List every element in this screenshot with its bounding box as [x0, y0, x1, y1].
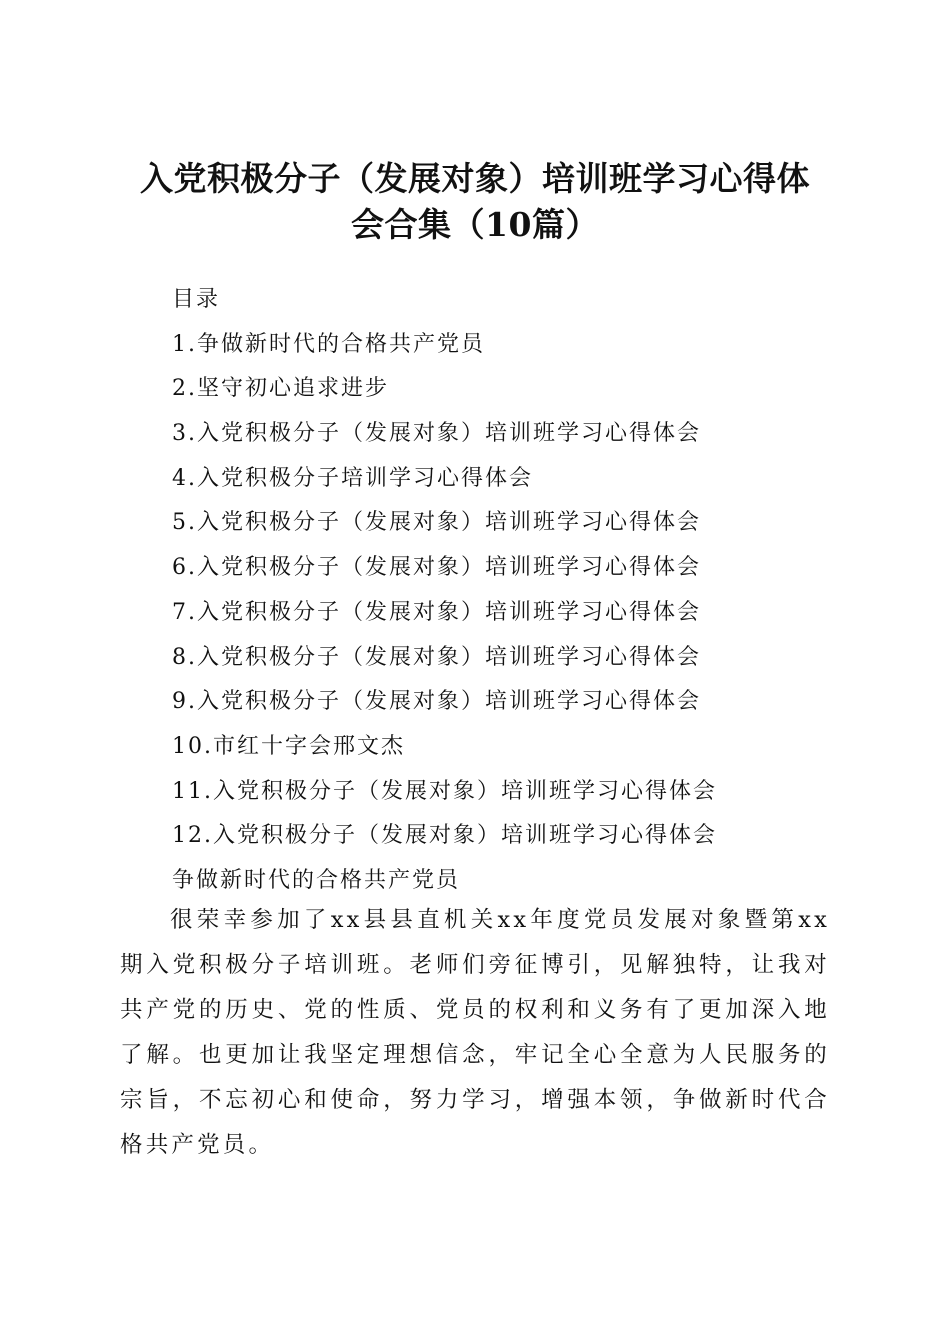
- toc-heading: 目录: [172, 287, 221, 312]
- toc-item-1: 1.争做新时代的合格共产党员: [172, 331, 485, 357]
- toc-item-9: 9.入党积极分子（发展对象）培训班学习心得体会: [172, 689, 701, 715]
- toc-item-5: 5.入党积极分子（发展对象）培训班学习心得体会: [172, 510, 701, 536]
- document-title: [100, 156, 850, 248]
- document-title-line-2: 会合集（10篇）: [351, 205, 599, 245]
- toc-item-3: 3.入党积极分子（发展对象）培训班学习心得体会: [172, 421, 701, 447]
- toc-item-11: 11.入党积极分子（发展对象）培训班学习心得体会: [172, 778, 717, 804]
- toc-item-2: 2.坚守初心追求进步: [172, 376, 389, 402]
- toc-item-8: 8.入党积极分子（发展对象）培训班学习心得体会: [172, 644, 701, 670]
- document-title-line-1: 入党积极分子（发展对象）培训班学习心得体: [140, 159, 810, 199]
- body-paragraph: 很荣幸参加了xx县县直机关xx年度党员发展对象暨第xx期入党积极分子培训班。老师们旁征博引，见解独特，让我对共产党的历史、党的性质、党员的权利和义务有了更加深入地了解。也更加让我坚定理想信念，牢记全心全意为人民服务的宗旨，不忘初心和使命，努力学习，增强本领，争做新时代合格共产党员。: [120, 907, 830, 1158]
- toc-item-6: 6.入党积极分子（发展对象）培训班学习心得体会: [172, 555, 701, 581]
- table-of-contents: [172, 278, 852, 904]
- toc-item-12: 12.入党积极分子（发展对象）培训班学习心得体会: [172, 823, 717, 849]
- toc-item-4: 4.入党积极分子培训学习心得体会: [172, 465, 533, 491]
- section-heading: 争做新时代的合格共产党员: [172, 867, 461, 893]
- toc-item-7: 7.入党积极分子（发展对象）培训班学习心得体会: [172, 599, 701, 625]
- toc-item-10: 10.市红十字会邢文杰: [172, 733, 405, 759]
